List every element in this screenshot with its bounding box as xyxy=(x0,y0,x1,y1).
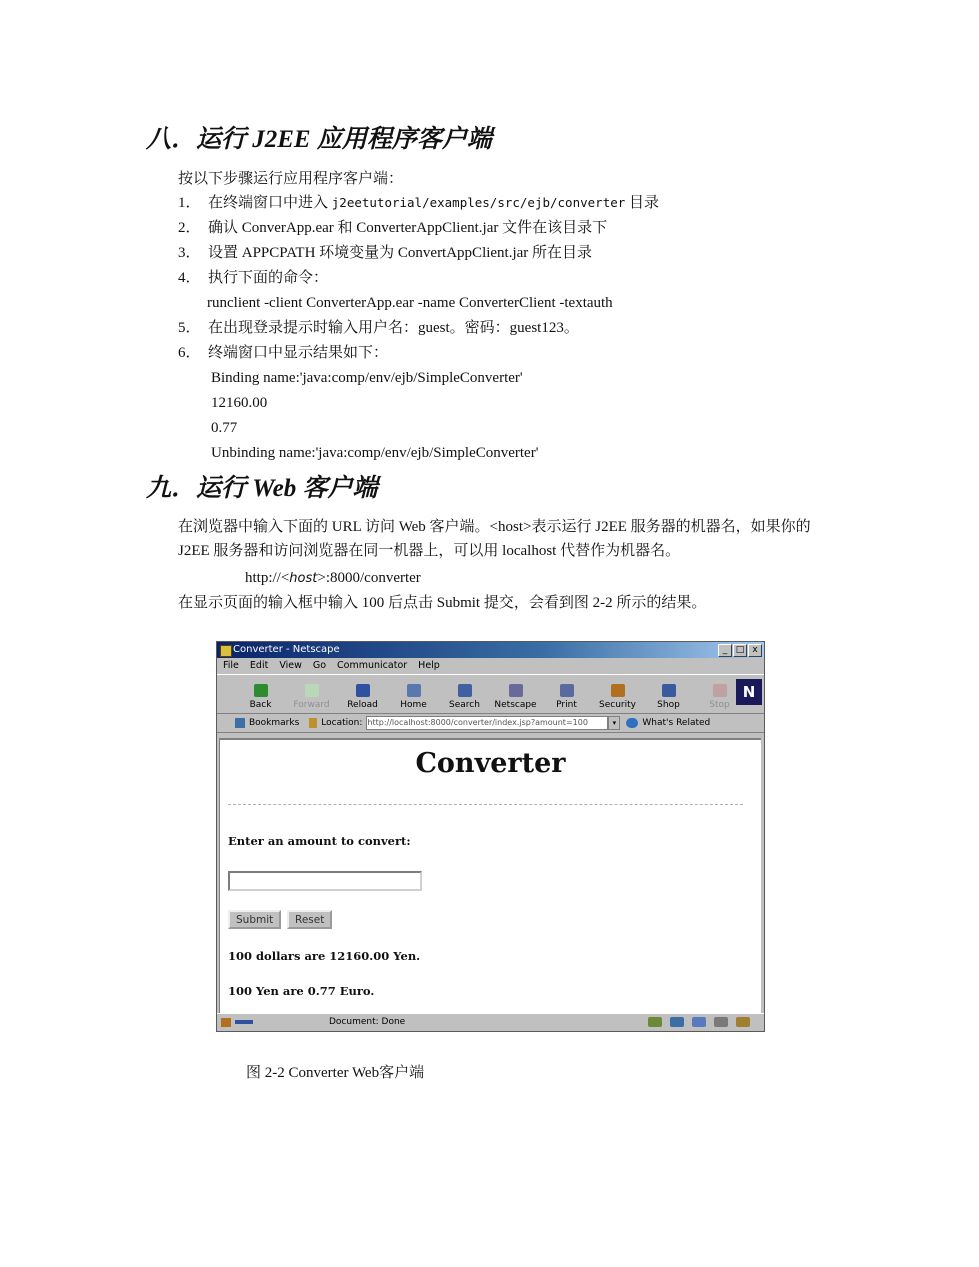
converter-url xyxy=(245,568,421,589)
close-button[interactable]: x xyxy=(748,644,762,657)
step-text: 执行下面的命令： xyxy=(208,270,329,286)
search-icon xyxy=(458,684,472,697)
reload-icon xyxy=(356,684,370,697)
output-line: Unbinding name:'java:comp/env/ejb/SimpleConverter' xyxy=(211,445,539,461)
step-number: 5． xyxy=(178,320,201,336)
home-icon xyxy=(407,684,421,697)
back-arrow-icon xyxy=(254,684,268,697)
menu-bar xyxy=(217,658,764,674)
home-button[interactable] xyxy=(388,675,439,713)
window-title: Converter - Netscape xyxy=(233,644,340,655)
page-content xyxy=(219,738,761,1013)
minimize-button[interactable]: _ xyxy=(718,644,732,657)
title-bar xyxy=(217,642,764,658)
section-9-heading: 九．运行 Web 客户端 xyxy=(146,475,378,502)
location-label: Location: xyxy=(321,718,363,728)
step-1 xyxy=(178,193,659,213)
output-line: 0.77 xyxy=(211,420,238,436)
shop-icon xyxy=(662,684,676,697)
forward-button[interactable] xyxy=(286,675,337,713)
forward-arrow-icon xyxy=(305,684,319,697)
amount-input[interactable] xyxy=(228,871,422,891)
step-text: 确认 ConverApp.ear 和 ConverterAppClient.jar 文件在该目录下 xyxy=(208,220,608,236)
navigator-icon[interactable] xyxy=(648,1017,662,1027)
url-host: host xyxy=(289,571,318,586)
stop-icon xyxy=(713,684,727,697)
netscape-icon xyxy=(509,684,523,697)
netscape-logo: N xyxy=(736,679,762,705)
whats-related-button[interactable]: What's Related xyxy=(642,718,711,728)
forward-label: Forward xyxy=(293,700,330,710)
reset-button[interactable]: Reset xyxy=(287,910,332,929)
step-code-path: j2eetutorial/examples/src/ejb/converter xyxy=(331,195,626,210)
step-number: 4． xyxy=(178,270,201,286)
security-button[interactable] xyxy=(592,675,643,713)
section-8-intro: 按以下步骤运行应用程序客户端： xyxy=(178,171,404,187)
whats-related-icon xyxy=(626,718,638,728)
stop-label: Stop xyxy=(709,700,730,710)
connection-status-icon xyxy=(235,1020,253,1024)
menu-view[interactable]: View xyxy=(279,660,302,671)
back-label: Back xyxy=(249,700,272,710)
step-2 xyxy=(178,218,607,238)
print-button[interactable] xyxy=(541,675,592,713)
shop-button[interactable] xyxy=(643,675,694,713)
runclient-command: runclient -client ConverterApp.ear -name ConverterClient -textauth xyxy=(207,295,613,311)
yen-result: 100 dollars are 12160.00 Yen. xyxy=(228,949,421,963)
lock-icon xyxy=(611,684,625,697)
location-bar xyxy=(217,714,764,733)
section-9-instruction: 在显示页面的输入框中输入 100 后点击 Submit 提交，会看到图 2-2 所示的结果。 xyxy=(178,595,707,611)
step-text: 在出现登录提示时输入用户名：guest。密码：guest123。 xyxy=(208,320,579,336)
step-number: 2． xyxy=(178,220,201,236)
netscape-label: Netscape xyxy=(494,700,537,710)
step-text: 终端窗口中显示结果如下： xyxy=(208,345,389,361)
reload-button[interactable] xyxy=(337,675,388,713)
security-label: Security xyxy=(599,700,636,710)
submit-button[interactable]: Submit xyxy=(228,910,281,929)
step-text: 在终端窗口中进入 xyxy=(208,195,332,211)
horizontal-rule xyxy=(228,804,743,805)
bookmarks-icon xyxy=(235,718,245,728)
discussions-icon[interactable] xyxy=(692,1017,706,1027)
search-button[interactable] xyxy=(439,675,490,713)
shop-label: Shop xyxy=(657,700,680,710)
menu-go[interactable]: Go xyxy=(312,660,327,671)
security-status-icon xyxy=(221,1018,231,1027)
step-6 xyxy=(178,343,388,363)
print-label: Print xyxy=(556,700,577,710)
home-label: Home xyxy=(400,700,427,710)
output-line: 12160.00 xyxy=(211,395,268,411)
search-label: Search xyxy=(449,700,480,710)
status-text: Document: Done xyxy=(329,1017,406,1027)
status-bar xyxy=(217,1013,764,1031)
menu-help[interactable]: Help xyxy=(418,660,440,671)
component-bar xyxy=(648,1017,750,1027)
euro-result: 100 Yen are 0.77 Euro. xyxy=(228,984,375,998)
step-5 xyxy=(178,318,579,338)
reload-label: Reload xyxy=(347,700,378,710)
menu-edit[interactable]: Edit xyxy=(249,660,269,671)
step-number: 3． xyxy=(178,245,201,261)
navigation-toolbar xyxy=(217,674,764,714)
menu-file[interactable]: File xyxy=(223,660,239,671)
back-button[interactable] xyxy=(235,675,286,713)
bookmarks-button[interactable]: Bookmarks xyxy=(249,718,300,728)
step-3 xyxy=(178,243,592,263)
output-line: Binding name:'java:comp/env/ejb/SimpleConverter' xyxy=(211,370,523,386)
aim-icon[interactable] xyxy=(736,1017,750,1027)
section-8-heading: 八．运行 J2EE 应用程序客户端 xyxy=(146,126,492,153)
url-prefix: http://< xyxy=(245,570,290,586)
browser-window xyxy=(216,641,765,1032)
location-icon xyxy=(309,718,317,728)
step-number: 1． xyxy=(178,195,201,211)
window-controls xyxy=(718,644,762,657)
step-number: 6． xyxy=(178,345,201,361)
section-9-paragraph: 在浏览器中输入下面的 URL 访问 Web 客户端。<host>表示运行 J2EE 服务器的机器名，如果你的 J2EE 服务器和访问浏览器在同一机器上，可以用 localhost 代替作为机器名。 xyxy=(178,519,811,559)
amount-prompt: Enter an amount to convert: xyxy=(228,834,411,848)
menu-communicator[interactable]: Communicator xyxy=(337,660,408,671)
location-dropdown-button[interactable]: ▾ xyxy=(608,716,620,730)
netscape-button[interactable] xyxy=(490,675,541,713)
maximize-button[interactable]: □ xyxy=(733,644,747,657)
location-url-field[interactable]: http://localhost:8000/converter/index.jsp?amount=100 xyxy=(366,716,608,730)
mail-icon[interactable] xyxy=(670,1017,684,1027)
step-text-after: 目录 xyxy=(625,195,660,211)
page-title: Converter xyxy=(415,748,566,779)
netscape-app-icon xyxy=(220,645,232,657)
figure-caption: 图 2-2 Converter Web客户端 xyxy=(246,1065,425,1081)
print-icon xyxy=(560,684,574,697)
step-4 xyxy=(178,268,328,288)
composer-icon[interactable] xyxy=(714,1017,728,1027)
url-suffix: >:8000/converter xyxy=(317,570,421,586)
step-text: 设置 APPCPATH 环境变量为 ConvertAppClient.jar 所在目录 xyxy=(208,245,593,261)
